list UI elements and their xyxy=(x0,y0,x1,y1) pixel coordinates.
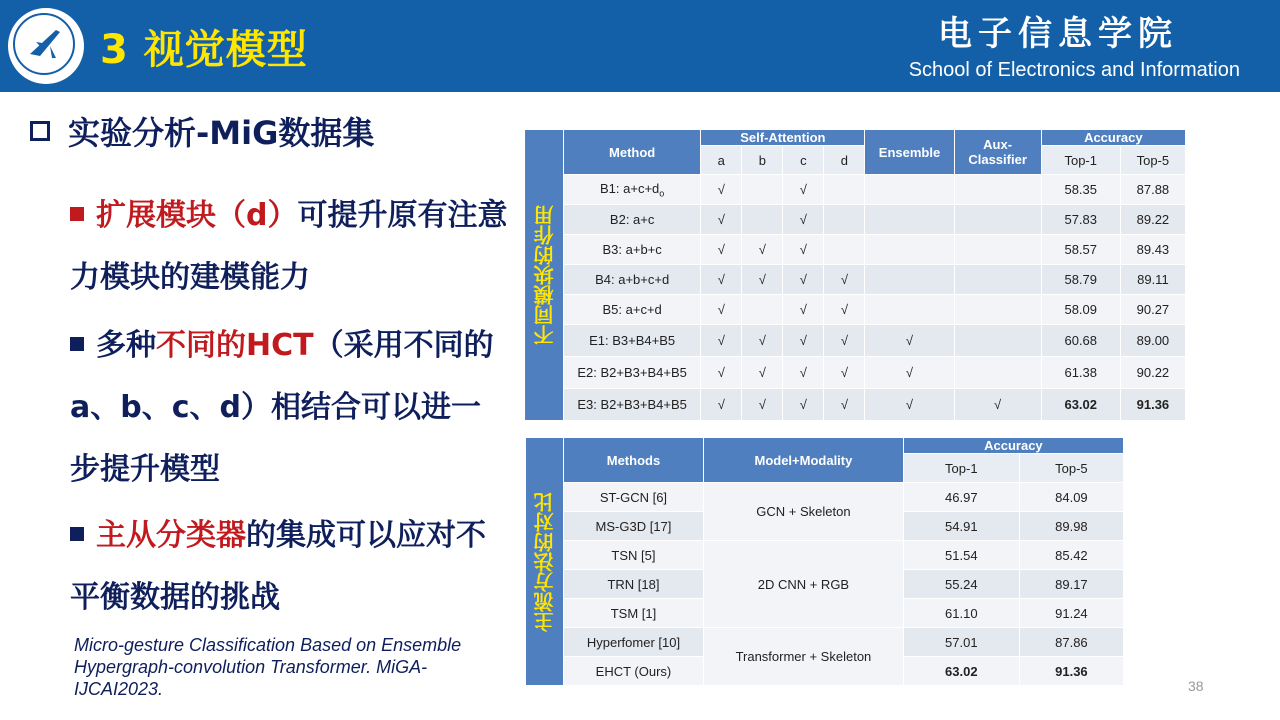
top5-cell: 91.36 xyxy=(1120,389,1185,421)
top5-cell: 89.00 xyxy=(1120,325,1185,357)
top5-cell: 87.88 xyxy=(1120,175,1185,205)
check-cell-ens xyxy=(865,205,954,235)
check-cell-aux xyxy=(954,235,1041,265)
reference-citation: Micro-gesture Classification Based on Ensemble Hypergraph-convolution Transformer. MiGA-IJCAI2023. xyxy=(74,635,462,699)
header-top1: Top-1 xyxy=(1041,146,1120,175)
model-modality-cell: GCN + Skeleton xyxy=(704,483,904,541)
highlight-text: 不同的HCT xyxy=(156,328,314,363)
check-cell-b: √ xyxy=(742,235,783,265)
top1-cell: 61.10 xyxy=(903,599,1019,628)
check-cell-a: √ xyxy=(701,235,742,265)
header-a: a xyxy=(701,146,742,175)
top1-cell: 51.54 xyxy=(903,541,1019,570)
check-cell-aux xyxy=(954,325,1041,357)
check-cell-a: √ xyxy=(701,295,742,325)
heading-text: 实验分析-MiG数据集 xyxy=(68,114,375,152)
check-cell-c: √ xyxy=(783,265,824,295)
top5-cell: 84.09 xyxy=(1019,483,1123,512)
top5-cell: 90.22 xyxy=(1120,357,1185,389)
check-cell-a: √ xyxy=(701,175,742,205)
table-row xyxy=(525,628,1124,657)
ablation-table xyxy=(524,129,1186,421)
top5-cell: 91.24 xyxy=(1019,599,1123,628)
header-aux-classifier: Aux-Classifier xyxy=(954,130,1041,175)
airplane-icon xyxy=(26,24,66,64)
check-cell-d xyxy=(824,205,865,235)
top5-cell: 87.86 xyxy=(1019,628,1123,657)
method-cell: B1: $a+c+d_o$ xyxy=(564,175,701,205)
top1-cell: 57.83 xyxy=(1041,205,1120,235)
header-ensemble: Ensemble xyxy=(865,130,954,175)
check-cell-ens: √ xyxy=(865,325,954,357)
check-cell-aux xyxy=(954,175,1041,205)
check-cell-d: √ xyxy=(824,325,865,357)
header-top5: Top-5 xyxy=(1019,454,1123,483)
check-cell-c: √ xyxy=(783,295,824,325)
check-cell-c: √ xyxy=(783,325,824,357)
top1-cell: 55.24 xyxy=(903,570,1019,599)
top1-cell: 61.38 xyxy=(1041,357,1120,389)
top5-cell: 85.42 xyxy=(1019,541,1123,570)
check-cell-d xyxy=(824,175,865,205)
bullet-text: 多种 xyxy=(96,328,156,363)
top1-cell: 54.91 xyxy=(903,512,1019,541)
header-methods: Methods xyxy=(563,438,703,483)
check-cell-ens xyxy=(865,235,954,265)
model-modality-cell: 2D CNN + RGB xyxy=(704,541,904,628)
check-cell-d: √ xyxy=(824,295,865,325)
square-bullet-icon xyxy=(70,337,84,351)
check-cell-a: √ xyxy=(701,389,742,421)
bullet-text: 的集成可以应对不平衡数据的挑战 xyxy=(70,518,486,615)
method-cell: MS-G3D [17] xyxy=(563,512,703,541)
university-logo xyxy=(8,8,84,84)
check-cell-ens xyxy=(865,265,954,295)
table-row xyxy=(525,357,1186,389)
method-cell: E3: B2+B3+B4+B5 xyxy=(564,389,701,421)
header-bar xyxy=(0,0,1280,92)
check-cell-c: √ xyxy=(783,205,824,235)
header-accuracy: Accuracy xyxy=(1041,130,1185,146)
top5-cell: 89.98 xyxy=(1019,512,1123,541)
method-cell: E2: B2+B3+B4+B5 xyxy=(564,357,701,389)
top1-cell: 60.68 xyxy=(1041,325,1120,357)
check-cell-ens xyxy=(865,295,954,325)
model-modality-cell: Transformer + Skeleton xyxy=(704,628,904,686)
bullet-item xyxy=(70,315,510,501)
side-label: 不同模块的作用 xyxy=(525,130,564,421)
top5-cell: 89.22 xyxy=(1120,205,1185,235)
top1-cell: 63.02 xyxy=(1041,389,1120,421)
header-method: Method xyxy=(564,130,701,175)
check-cell-aux xyxy=(954,357,1041,389)
bullet-text: 可提升原有注意力模块的建模能力 xyxy=(70,198,508,295)
method-cell: B5: a+c+d xyxy=(564,295,701,325)
top1-cell: 58.57 xyxy=(1041,235,1120,265)
top1-cell: 57.01 xyxy=(903,628,1019,657)
checkbox-bullet-icon xyxy=(30,121,50,141)
method-cell: B3: a+b+c xyxy=(564,235,701,265)
check-cell-b: √ xyxy=(742,325,783,357)
bullet-text: （采用不同的a、b、c、d）相结合可以进一步提升模型 xyxy=(70,328,494,487)
table-row xyxy=(525,541,1124,570)
page-number: 38 xyxy=(1188,678,1204,694)
check-cell-d: √ xyxy=(824,389,865,421)
check-cell-c: √ xyxy=(783,357,824,389)
check-cell-aux xyxy=(954,265,1041,295)
check-cell-c: √ xyxy=(783,235,824,265)
method-subscript: o xyxy=(659,188,665,199)
check-cell-a: √ xyxy=(701,325,742,357)
school-name-en: School of Electronics and Information xyxy=(908,59,1240,81)
header-model-modality: Model+Modality xyxy=(704,438,904,483)
check-cell-ens: √ xyxy=(865,357,954,389)
table-row xyxy=(525,235,1186,265)
check-cell-c: √ xyxy=(783,175,824,205)
header-b: b xyxy=(742,146,783,175)
top1-cell: 58.09 xyxy=(1041,295,1120,325)
header-top1: Top-1 xyxy=(903,454,1019,483)
check-cell-b: √ xyxy=(742,357,783,389)
top5-cell: 89.17 xyxy=(1019,570,1123,599)
header-accuracy: Accuracy xyxy=(903,438,1123,454)
check-cell-b xyxy=(742,205,783,235)
header-row xyxy=(525,438,1124,454)
top5-cell: 91.36 xyxy=(1019,657,1123,686)
section-title: 3 视觉模型 xyxy=(100,27,308,73)
check-cell-ens xyxy=(865,175,954,205)
slide-heading xyxy=(30,108,374,154)
check-cell-d xyxy=(824,235,865,265)
square-bullet-icon xyxy=(70,207,84,221)
check-cell-ens: √ xyxy=(865,389,954,421)
method-cell: E1: B3+B4+B5 xyxy=(564,325,701,357)
check-cell-d: √ xyxy=(824,357,865,389)
table-row xyxy=(525,483,1124,512)
school-name-cn: 电子信息学院 xyxy=(938,14,1178,54)
header-row xyxy=(525,130,1186,146)
bullet-item xyxy=(70,185,510,309)
top5-cell: 89.11 xyxy=(1120,265,1185,295)
top5-cell: 90.27 xyxy=(1120,295,1185,325)
top5-cell: 89.43 xyxy=(1120,235,1185,265)
table-row xyxy=(525,295,1186,325)
check-cell-b xyxy=(742,295,783,325)
top1-cell: 63.02 xyxy=(903,657,1019,686)
method-cell: EHCT (Ours) xyxy=(563,657,703,686)
check-cell-a: √ xyxy=(701,265,742,295)
comparison-table xyxy=(524,437,1124,686)
top1-cell: 58.79 xyxy=(1041,265,1120,295)
highlight-text: 扩展模块（d） xyxy=(96,198,298,233)
check-cell-b xyxy=(742,175,783,205)
side-label: 主流方法的对比 xyxy=(525,438,564,686)
check-cell-b: √ xyxy=(742,265,783,295)
top1-cell: 46.97 xyxy=(903,483,1019,512)
table-row xyxy=(525,325,1186,357)
table-row xyxy=(525,175,1186,205)
method-cell: Hyperfomer [10] xyxy=(563,628,703,657)
header-c: c xyxy=(783,146,824,175)
method-cell: B4: a+b+c+d xyxy=(564,265,701,295)
check-cell-b: √ xyxy=(742,389,783,421)
top1-cell: 58.35 xyxy=(1041,175,1120,205)
check-cell-c: √ xyxy=(783,389,824,421)
method-cell: ST-GCN [6] xyxy=(563,483,703,512)
method-cell: TSM [1] xyxy=(563,599,703,628)
bullet-item xyxy=(70,505,510,629)
highlight-text: 主从分类器 xyxy=(96,518,246,553)
check-cell-aux xyxy=(954,295,1041,325)
table-row xyxy=(525,265,1186,295)
header-d: d xyxy=(824,146,865,175)
check-cell-aux xyxy=(954,205,1041,235)
header-top5: Top-5 xyxy=(1120,146,1185,175)
check-cell-a: √ xyxy=(701,357,742,389)
check-cell-a: √ xyxy=(701,205,742,235)
table-row xyxy=(525,389,1186,421)
header-self-attention: Self-Attention xyxy=(701,130,865,146)
check-cell-d: √ xyxy=(824,265,865,295)
table-row xyxy=(525,205,1186,235)
method-cell: TSN [5] xyxy=(563,541,703,570)
method-cell: TRN [18] xyxy=(563,570,703,599)
square-bullet-icon xyxy=(70,527,84,541)
method-cell: B2: a+c xyxy=(564,205,701,235)
check-cell-aux: √ xyxy=(954,389,1041,421)
